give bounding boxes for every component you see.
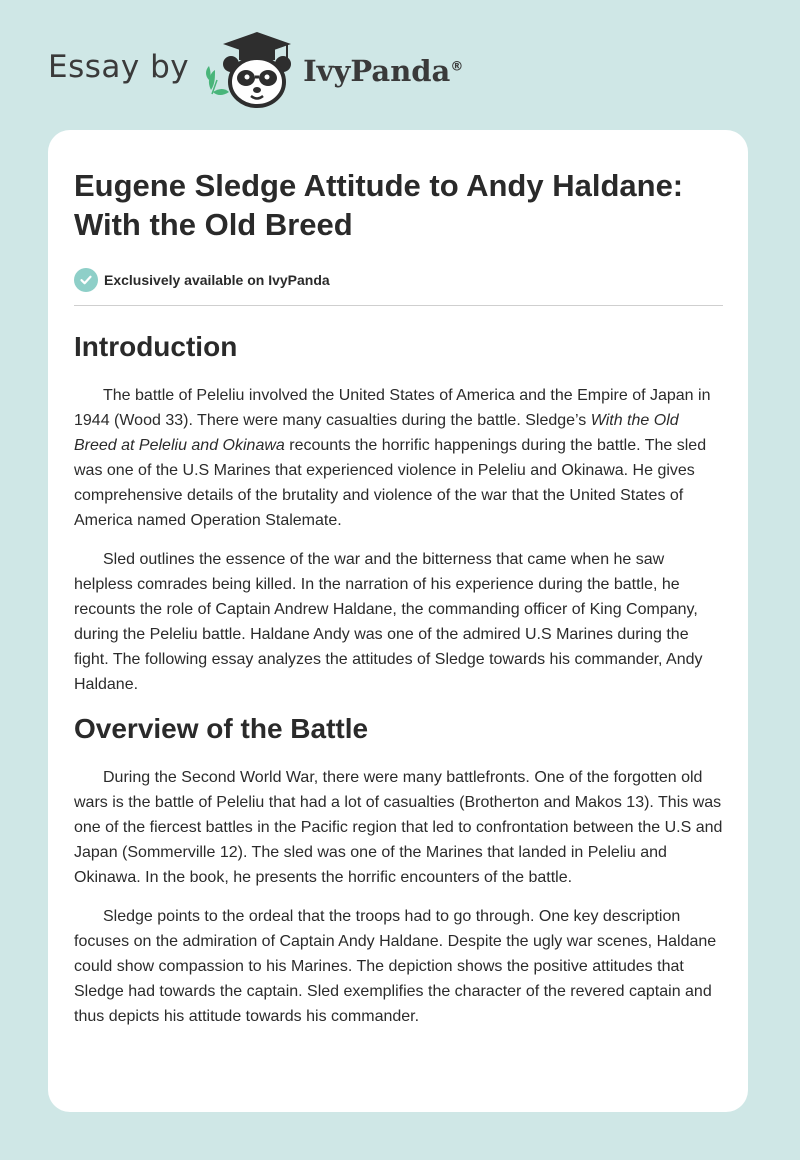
panda-graduate-icon: [203, 30, 299, 110]
section-heading-overview: Overview of the Battle: [74, 713, 369, 744]
checkmark-circle-icon: [74, 268, 98, 292]
paragraph: The battle of Peleliu involved the United States of America and the Empire of Japan in 1944 (Wood 33). There were many casualties during the battle. Sledge’s With the Old Breed at Peleliu and Okinawa recounts the horrific happenings during the battle. The sled was one of the U.S Marines that experienced violence in Peleliu and Okinawa. He gives comprehensive details of the brutality and violence of the war that the United States of America named Operation Stalemate.: [74, 387, 711, 529]
paragraph: Sled outlines the essence of the war and the bitterness that came when he saw helpless comrades being killed. In the narration of his experience during the battle, he recounts the role of Captain Andrew Haldane, the commanding officer of King Company, during the Peleliu battle. Haldane Andy was one of the admired U.S Marines during the fight. The following essay analyzes the attitudes of Sledge towards his commander, Andy Haldane.: [74, 551, 703, 693]
exclusive-label: Exclusively available on IvyPanda: [104, 272, 330, 288]
essay-content: [74, 166, 724, 1029]
divider: [74, 305, 723, 306]
essay-card: [48, 130, 748, 1112]
section-heading-introduction: Introduction: [74, 331, 238, 362]
registered-mark: ®: [450, 59, 464, 75]
site-header-logo[interactable]: [48, 30, 463, 110]
exclusive-badge: [74, 266, 724, 294]
paragraph: Sledge points to the ordeal that the troops had to go through. One key description focuses on the admiration of Captain Andy Haldane. Despite the ugly war scenes, Haldane could show compassion to his Marines. The depiction shows the positive attitudes that Sledge had towards the captain. Sled exemplifies the character of the revered captain and thus depicts his attitude towards his commander.: [74, 908, 717, 1025]
essay-title: Eugene Sledge Attitude to Andy Haldane: With the Old Breed: [74, 168, 684, 242]
paragraph: During the Second World War, there were many battlefronts. One of the forgotten old wars is the battle of Peleliu that had a lot of casualties (Brotherton and Makos 13). This was one of the fiercest battles in the Pacific region that led to confrontation between the U.S and Japan (Sommerville 12). The sled was one of the Marines that landed in Peleliu and Okinawa. In the book, he presents the horrific encounters of the battle.: [74, 769, 723, 886]
book-title: With the Old Breed at Peleliu and Okinawa: [74, 412, 679, 454]
brand-prefix: Essay by: [48, 49, 190, 85]
brand-name: IvyPanda®: [303, 54, 464, 88]
